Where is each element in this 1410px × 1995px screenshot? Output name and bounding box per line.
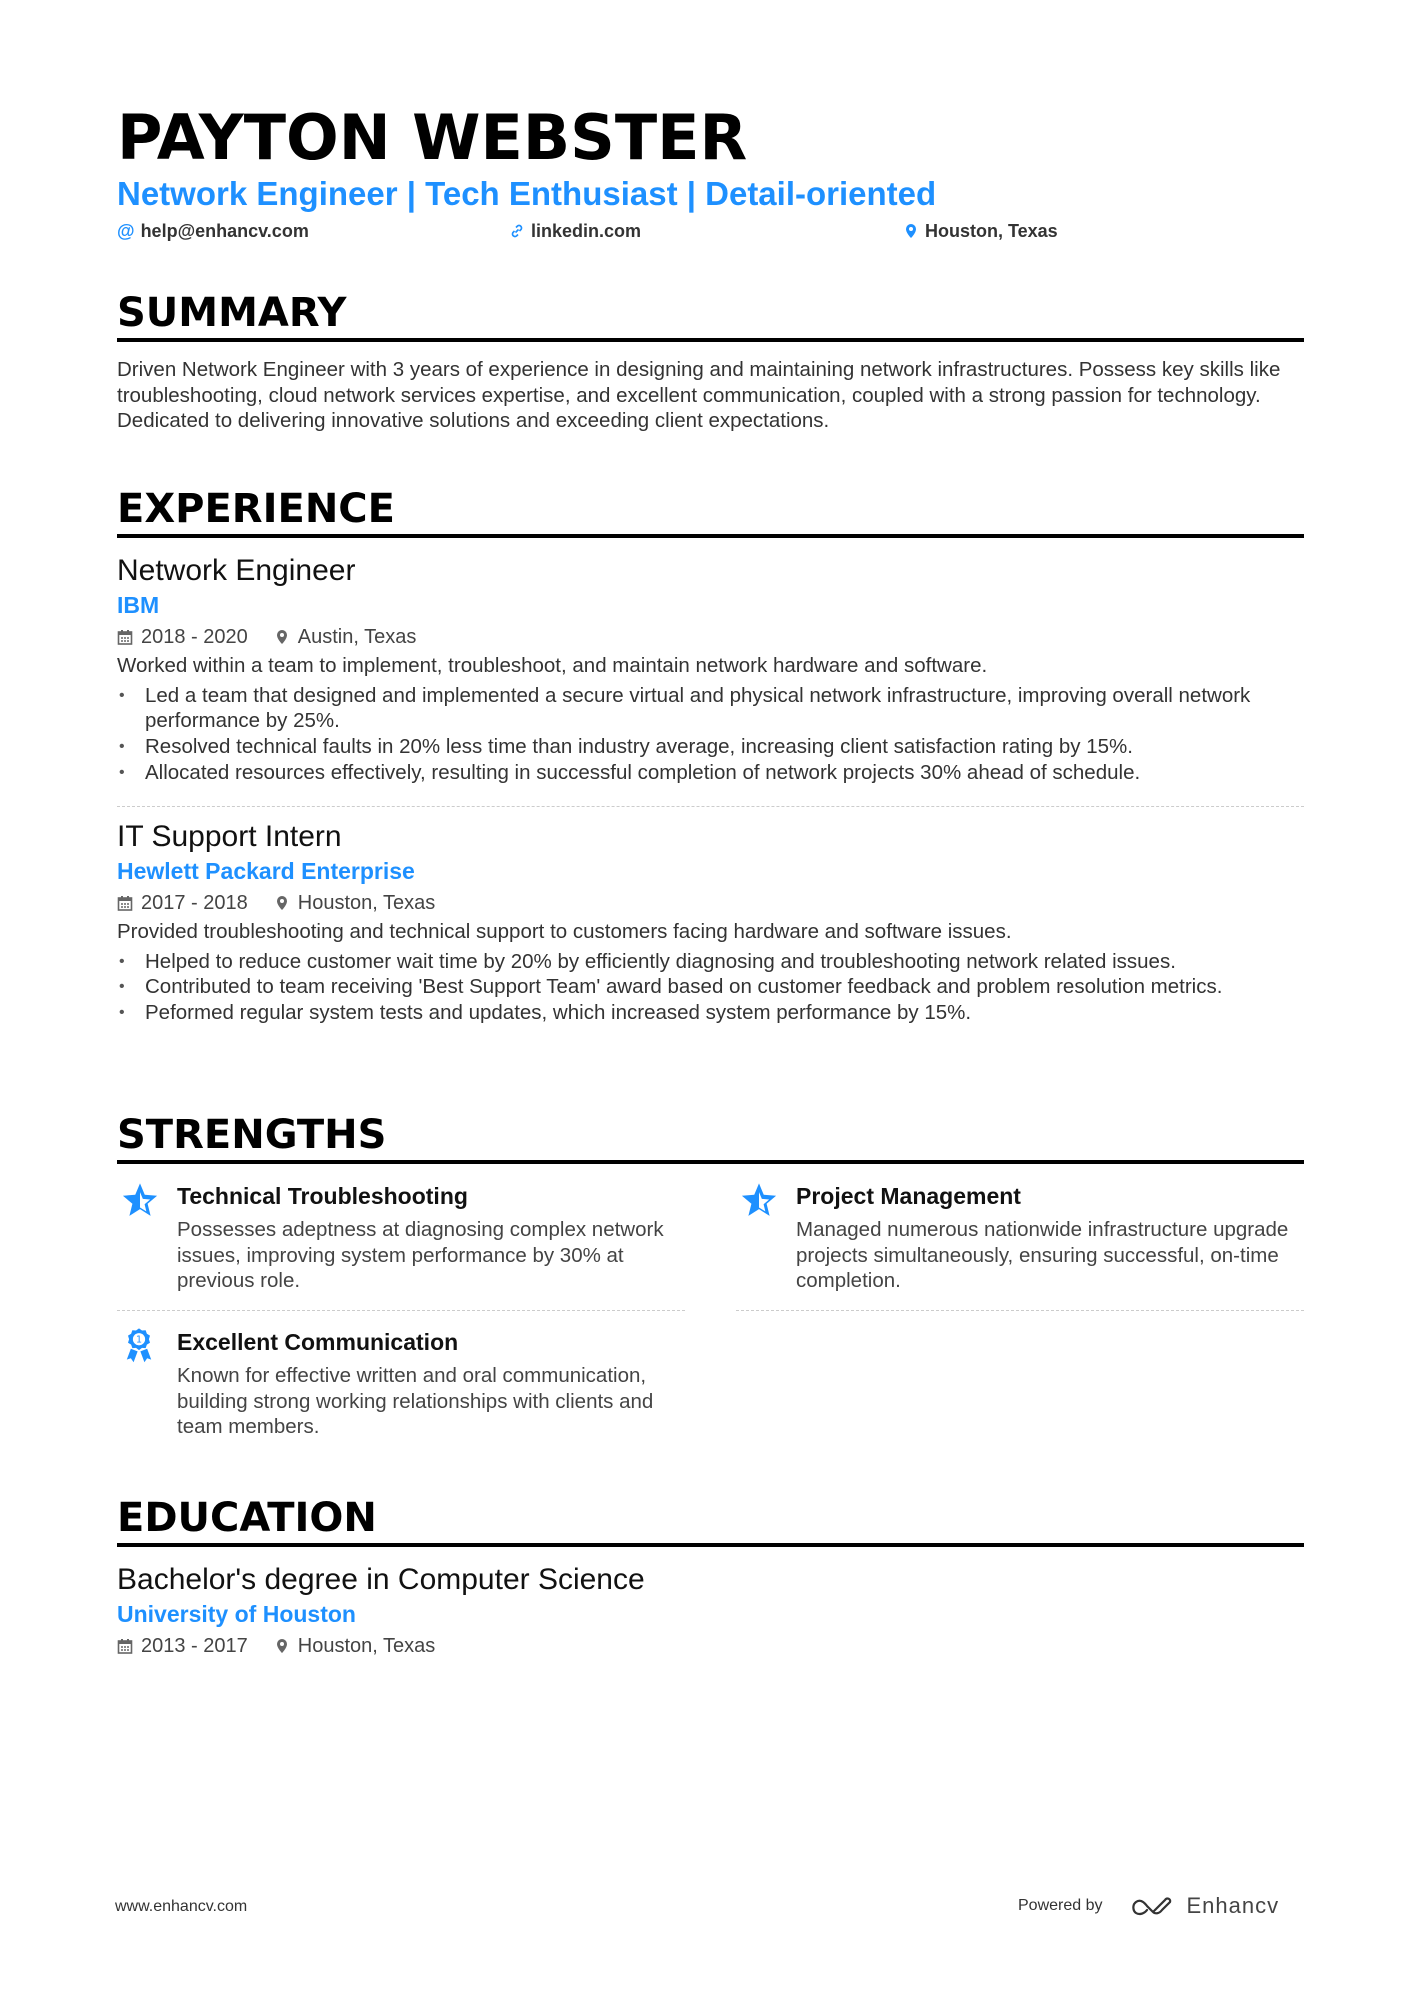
strength-title: Project Management	[796, 1183, 1021, 1209]
strength-title: Excellent Communication	[177, 1329, 459, 1355]
education-location: Houston, Texas	[297, 1635, 436, 1657]
education-dates: 2013 - 2017	[141, 1635, 248, 1657]
contact-email[interactable]	[117, 219, 309, 243]
education-item	[117, 1561, 1304, 1660]
bullet: • Contributed to team receiving 'Best Support Team' award based on customer feedback and problem resolution metrics.	[117, 974, 1304, 1000]
section-title-education: EDUCATION	[117, 1493, 1304, 1547]
location-text: Houston, Texas	[925, 221, 1058, 241]
candidate-name: PAYTON WEBSTER	[117, 101, 748, 174]
footer-website[interactable]: www.enhancv.com	[115, 1898, 248, 1915]
location-icon	[274, 1637, 290, 1655]
strength-text: Managed numerous nationwide infrastructure upgrade projects simultaneously, ensuring successful, on-time completion.	[796, 1218, 1289, 1293]
location-icon	[903, 222, 919, 240]
star-icon	[121, 1181, 159, 1219]
contact-location	[903, 219, 1058, 243]
candidate-headline: Network Engineer | Tech Enthusiast | Detail-oriented	[117, 175, 937, 212]
job-location: Houston, Texas	[297, 892, 436, 914]
job-meta	[117, 889, 1304, 917]
education-meta	[117, 1632, 1304, 1660]
bullet: • Resolved technical faults in 20% less time than industry average, increasing client satisfaction rating by 15%.	[117, 734, 1304, 760]
enhancv-logo-icon	[1129, 1894, 1175, 1918]
section-title-strengths: STRENGTHS	[117, 1110, 1304, 1164]
enhancv-brand: Enhancv	[1186, 1893, 1280, 1918]
at-icon: @	[117, 221, 135, 241]
job-meta	[117, 623, 1304, 651]
strength-text: Known for effective written and oral communication, building strong working relationships with clients and team members.	[177, 1364, 654, 1439]
contact-row	[117, 219, 1304, 243]
company-name: IBM	[117, 592, 160, 618]
divider	[117, 1310, 685, 1311]
job-bullets	[117, 949, 1304, 1026]
enhancv-logo	[1129, 1893, 1280, 1919]
medal-icon	[122, 1327, 156, 1365]
job-location: Austin, Texas	[297, 626, 417, 648]
star-icon	[740, 1181, 778, 1219]
summary-text: Driven Network Engineer with 3 years of experience in designing and maintaining network infrastructures. Possess key skills like troubleshooting, cloud network services expertise, and excellent communication, coupled with a strong passion for technology. Dedicated to delivering innovative solutions and exceeding client expectations.	[117, 358, 1281, 433]
job-description: Provided troubleshooting and technical support to customers facing hardware and software issues.	[117, 920, 1012, 943]
location-icon	[274, 894, 290, 912]
bullet: • Allocated resources effectively, resulting in successful completion of network projects 30% ahead of schedule.	[117, 760, 1304, 786]
calendar-icon	[117, 629, 133, 645]
job-bullets	[117, 683, 1304, 786]
contact-linkedin[interactable]	[509, 219, 641, 243]
strength-title: Technical Troubleshooting	[177, 1183, 468, 1209]
section-title-summary: SUMMARY	[117, 288, 1304, 342]
school-name: University of Houston	[117, 1601, 356, 1627]
degree: Bachelor's degree in Computer Science	[117, 1563, 645, 1596]
job-dates: 2017 - 2018	[141, 892, 248, 914]
experience-item	[117, 818, 1304, 1026]
company-name: Hewlett Packard Enterprise	[117, 858, 415, 884]
job-description: Worked within a team to implement, troubleshoot, and maintain network hardware and software.	[117, 654, 988, 677]
divider	[117, 806, 1304, 807]
experience-item	[117, 552, 1304, 786]
link-icon	[509, 223, 525, 239]
bullet: • Led a team that designed and implemented a secure virtual and physical network infrastructure, improving overall network performance by 25%.	[117, 683, 1304, 734]
job-title: IT Support Intern	[117, 820, 342, 853]
job-dates: 2018 - 2020	[141, 626, 248, 648]
job-title: Network Engineer	[117, 554, 356, 587]
strength-text: Possesses adeptness at diagnosing complex network issues, improving system performance by 30% at previous role.	[177, 1218, 664, 1293]
location-icon	[274, 628, 290, 646]
bullet: • Helped to reduce customer wait time by 20% by efficiently diagnosing and troubleshooting network related issues.	[117, 949, 1304, 975]
linkedin-text: linkedin.com	[531, 221, 642, 241]
calendar-icon	[117, 895, 133, 911]
bullet: • Peformed regular system tests and updates, which increased system performance by 15%.	[117, 1000, 1304, 1026]
calendar-icon	[117, 1638, 133, 1654]
divider	[736, 1310, 1304, 1311]
svg-text:1: 1	[135, 1334, 143, 1346]
section-title-experience: EXPERIENCE	[117, 484, 1304, 538]
email-text: help@enhancv.com	[140, 221, 309, 241]
footer-branding	[1018, 1893, 1279, 1919]
powered-by-label: Powered by	[1018, 1897, 1103, 1914]
